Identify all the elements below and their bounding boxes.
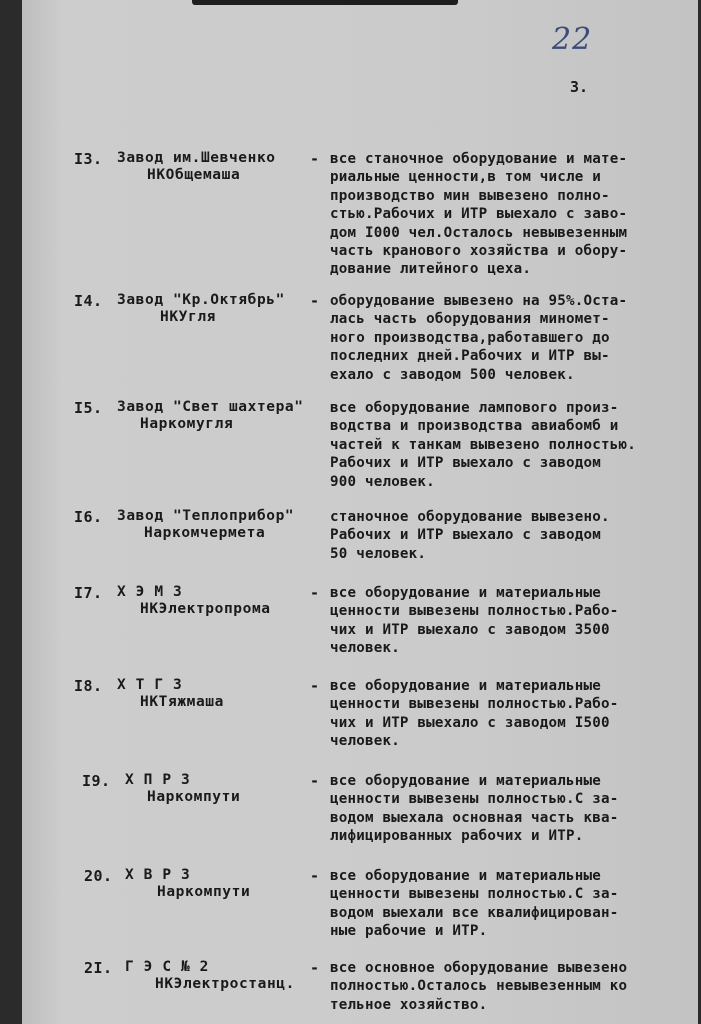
entry-description: все оборудование и материальные ценности вывезены полностью.Рабо- чих и ИТР выехало с заводом I500 человек. <box>330 678 619 750</box>
factory-name: Завод "Кр.Октябрь" <box>117 292 285 308</box>
entry-description: все оборудование и материальные ценности вывезены полностью.Рабо- чих и ИТР выехало с заводом 3500 человек. <box>330 585 619 657</box>
ministry-name: НКУгля <box>160 309 216 325</box>
factory-name: Х Т Г З <box>117 677 183 693</box>
ministry-name: НКОбщемаша <box>147 167 241 183</box>
entry-description: все оборудование и материальные ценности вывезены полностью.С за- водом выехала основная часть ква- лифицированных рабочих и ИТР. <box>330 773 619 845</box>
entry-number: I6. <box>74 508 103 526</box>
entry-description: станочное оборудование вывезено. Рабочих и ИТР выехало с заводом 50 человек. <box>330 509 610 562</box>
entry-number: 20. <box>84 867 113 885</box>
entry-number: I4. <box>74 292 103 310</box>
document-page <box>22 0 698 1024</box>
factory-name: Х П Р З <box>125 772 191 788</box>
entry-description: все оборудование лампового произ- водства и производства авиабомб и частей к танкам вывезено полностью. Рабочих и ИТР выехало с заводом 900 человек. <box>330 400 636 490</box>
entry-number: I9. <box>82 772 111 790</box>
factory-name: Завод "Теплоприбор" <box>117 508 295 524</box>
ministry-name: НКТяжмаша <box>140 694 224 710</box>
entry-description: все основное оборудование вывезено полностью.Осталось невывезенным ко тельное хозяйство. <box>330 960 628 1013</box>
entry-number: 2I. <box>84 959 113 977</box>
separator-dash: - <box>310 584 320 602</box>
separator-dash: - <box>310 150 320 168</box>
ministry-name: Наркомпути <box>147 789 241 805</box>
separator-dash: - <box>310 772 320 790</box>
ministry-name: Наркомпути <box>157 884 251 900</box>
entry-description: все оборудование и материальные ценности вывезены полностью.С за- водом выехали все квалифицирован- ные рабочие и ИТР. <box>330 868 619 940</box>
ministry-name: Наркомчермета <box>144 525 266 541</box>
separator-dash: - <box>310 959 320 977</box>
factory-name: Х Э М З <box>117 584 183 600</box>
ministry-name: НКЭлектропрома <box>140 601 271 617</box>
entry-number: I5. <box>74 399 103 417</box>
entry-number: I3. <box>74 150 103 168</box>
separator-dash: - <box>310 677 320 695</box>
handwritten-page-number: 22 <box>552 22 593 57</box>
factory-name: Завод им.Шевченко <box>117 150 276 166</box>
entry-number: I8. <box>74 677 103 695</box>
factory-name: Завод "Свет шахтера" <box>117 399 304 415</box>
factory-name: Х В Р З <box>125 867 191 883</box>
binder-clip <box>192 0 458 5</box>
separator-dash: - <box>310 292 320 310</box>
entry-description: все станочное оборудование и мате- риальные ценности,в том числе и производство мин вывезено полно- стью.Рабочих и ИТР выехало с заво- дом I000 чел.Осталось невывезенным часть кранового хозяйства и обору- дование литейного цеха. <box>330 151 628 278</box>
entry-description: оборудование вывезено на 95%.Оста- лась часть оборудования миномет- ного производства,работавшего до последних дней.Рабочих и ИТР вы- ехало с заводом 500 человек. <box>330 293 628 383</box>
page-number: 3. <box>570 78 589 96</box>
separator-dash: - <box>310 867 320 885</box>
ministry-name: НКЭлектростанц. <box>155 976 295 992</box>
ministry-name: Наркомугля <box>140 416 234 432</box>
entry-number: I7. <box>74 584 103 602</box>
factory-name: Г Э С № 2 <box>125 959 209 975</box>
